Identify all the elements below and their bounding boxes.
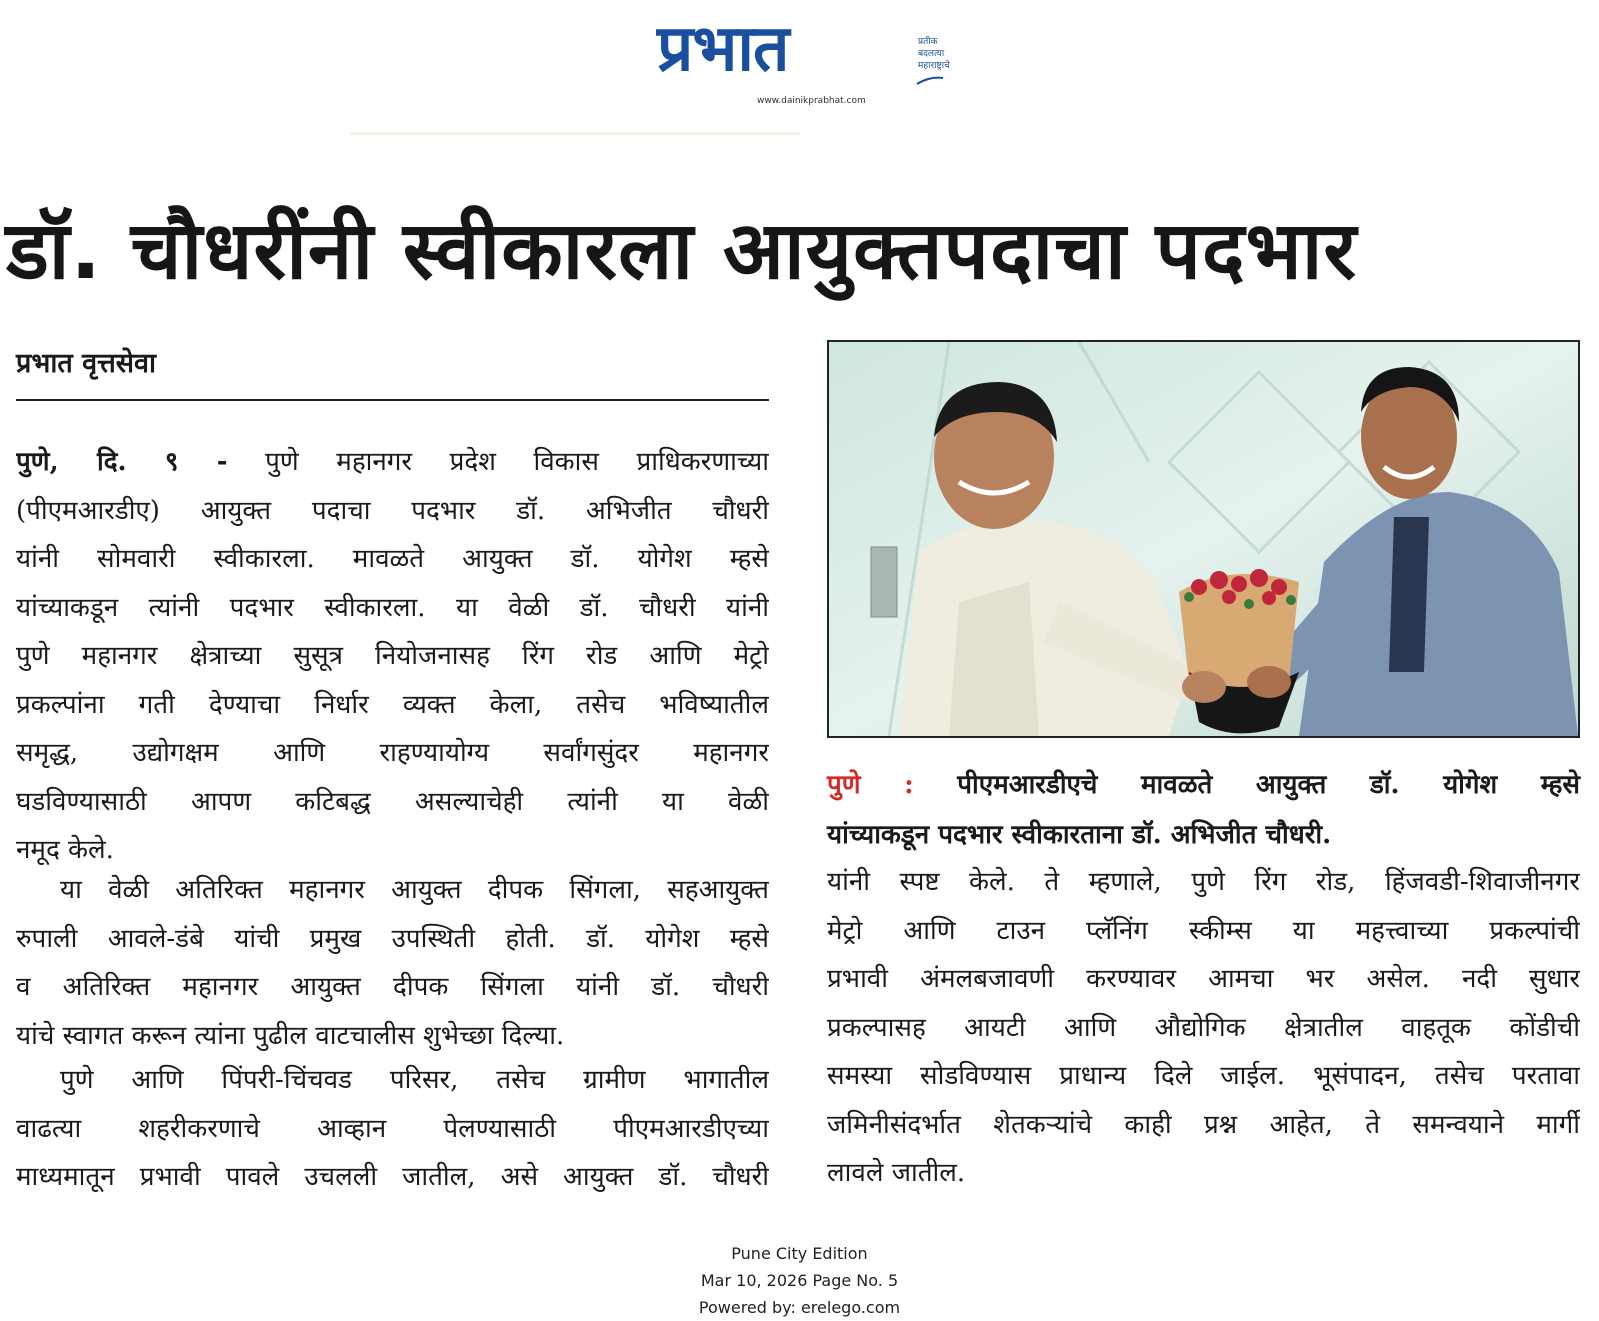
byline-divider	[16, 399, 769, 401]
edition-date-page: Mar 10, 2026 Page No. 5	[700, 1271, 899, 1290]
masthead	[0, 0, 1599, 130]
edition-name: Pune City Edition	[731, 1244, 868, 1263]
article-paragraph-3: पुणे आणि पिंपरी-चिंचवड परिसर, तसेच ग्रामीण भागातील वाढत्या शहरीकरणाचे आव्हान पेलण्यासाठी पीएमआरडीएच्या माध्यमातून प्रभावी पावले उचलली जातील, असे आयुक्त डॉ. चौधरी	[16, 1065, 769, 1192]
powered-by-link[interactable]: Powered by: erelego.com	[698, 1298, 901, 1317]
swoosh-icon	[915, 74, 945, 88]
caption-place: पुणे :	[827, 770, 914, 800]
article-paragraph-2: या वेळी अतिरिक्त महानगर आयुक्त दीपक सिंगला, सहआयुक्त रुपाली आवले-डंबे यांची प्रमुख उपस्थिती होती. डॉ. योगेश म्हसे व अतिरिक्त महानगर आयुक्त दीपक सिंगला यांनी डॉ. चौधरी यांचे स्वागत करून त्यांना पुढील वाटचालीस शुभेच्छा दिल्या.	[16, 875, 769, 1051]
article-photo	[827, 340, 1580, 738]
byline: प्रभात वृत्तसेवा	[16, 348, 157, 379]
article-paragraph-1: पुणे, दि. ९ - पुणे महानगर प्रदेश विकास प्राधिकरणाच्या (पीएमआरडीए) आयुक्त पदाचा पदभार डॉ. अभिजीत चौधरी यांनी सोमवारी स्वीकारला. मावळते आयुक्त डॉ. योगेश म्हसे यांच्याकडून त्यांनी पदभार स्वीकारला. या वेळी डॉ. चौधरी यांनी पुणे महानगर क्षेत्राच्या सुसूत्र नियोजनासह रिंग रोड आणि मेट्रो प्रकल्पांना गती देण्याचा निर्धार व्यक्त केला, तसेच भविष्यातील समृद्ध, उद्योगक्षम आणि राहण्यायोग्य सर्वांगसुंदर महानगर घडविण्यासाठी आपण कटिबद्ध असल्याचेही त्यांनी या वेळी नमूद केले.	[16, 447, 769, 865]
photo-illustration	[829, 342, 1578, 736]
edition-footer	[0, 1240, 1599, 1321]
article-headline: डॉ. चौधरींनी स्वीकारला आयुक्तपदाचा पदभार	[6, 204, 1358, 297]
masthead-rule	[350, 132, 800, 135]
website-url: www.dainikprabhat.com	[757, 96, 866, 106]
newspaper-logo: प्रभात	[657, 12, 789, 86]
logo-tagline: प्रतीक बदलत्या महाराष्ट्राचे	[918, 37, 950, 71]
dateline: पुणे, दि. ९ -	[16, 447, 228, 477]
article-paragraph-right: यांनी स्पष्ट केले. ते म्हणाले, पुणे रिंग रोड, हिंजवडी-शिवाजीनगर मेट्रो आणि टाउन प्लॅनिंग स्कीम्स या महत्त्वाच्या प्रकल्पांची प्रभावी अंमलबजावणी करण्यावर आमचा भर असेल. नदी सुधार प्रकल्पासह आयटी आणि औद्योगिक क्षेत्रातील वाहतूक कोंडीची समस्या सोडविण्यास प्राधान्य दिले जाईल. भूसंपादन, तसेच परतावा जमिनीसंदर्भात शेतकऱ्यांचे काही प्रश्न आहेत, ते समन्वयाने मार्गी लावले जातील.	[827, 867, 1580, 1188]
photo-caption: पुणे : पीएमआरडीएचे मावळते आयुक्त डॉ. योगेश म्हसे यांच्याकडून पदभार स्वीकारताना डॉ. अभिजीत चौधरी.	[827, 770, 1580, 850]
